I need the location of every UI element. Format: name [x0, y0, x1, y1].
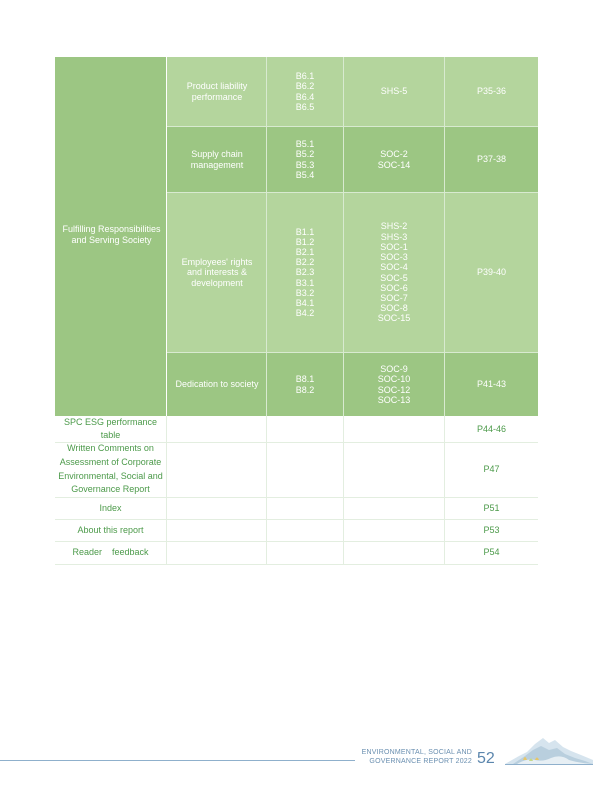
hkex-code: B8.1 — [295, 374, 315, 385]
gri-code: SOC-15 — [377, 313, 411, 324]
hkex-code: B2.2 — [295, 257, 315, 268]
gri-list — [378, 364, 411, 405]
hkex-code: B5.3 — [295, 159, 315, 170]
hkex-code: B1.1 — [295, 226, 315, 237]
gri-code: SOC-3 — [380, 252, 408, 263]
category-label: Fulfilling Responsibilities and Serving Society — [62, 224, 161, 245]
gri-code: SHS-2 — [380, 221, 408, 232]
gri-code: SOC-7 — [380, 292, 408, 303]
gri-code: SOC-4 — [380, 262, 408, 273]
page-cell: P35-36 — [476, 86, 507, 97]
extra-row-page: P44-46 — [476, 423, 507, 434]
row-divider — [167, 192, 538, 193]
footer-report-title-line2: GOVERNANCE REPORT 2022 — [369, 758, 472, 765]
hkex-code: B4.1 — [295, 298, 315, 308]
hkex-list — [296, 139, 315, 180]
hkex-code: B2.1 — [295, 246, 315, 257]
gri-list — [378, 149, 411, 169]
gri-code: SOC-10 — [377, 374, 411, 385]
hkex-code: B6.4 — [295, 91, 315, 102]
page-cell: P39-40 — [476, 267, 507, 278]
hkex-list — [296, 227, 315, 319]
hkex-code: B5.1 — [295, 139, 315, 150]
gri-code: SOC-1 — [380, 241, 408, 252]
gri-cell — [344, 193, 444, 352]
extra-row-label: SPC ESG performance table — [63, 416, 158, 440]
hkex-list — [296, 374, 315, 394]
hkex-code: B5.2 — [295, 149, 315, 160]
gri-code: SOC-9 — [380, 364, 408, 375]
page-cell: P37-38 — [476, 154, 507, 165]
row-divider — [167, 126, 538, 127]
hkex-cell — [267, 353, 343, 416]
hkex-code: B6.2 — [295, 81, 315, 92]
gri-cell — [344, 353, 444, 416]
col-divider — [343, 57, 344, 416]
footer-report-title-line1: ENVIRONMENTAL, SOCIAL AND — [361, 749, 472, 756]
extra-row-label: Reader feedback — [72, 547, 149, 558]
hkex-list — [296, 71, 315, 112]
gri-code: SHS-3 — [380, 231, 408, 242]
topic-cell: Employees' rights and interests & development — [181, 257, 253, 288]
hkex-code: B5.4 — [295, 169, 315, 180]
extra-row-label: About this report — [77, 524, 144, 535]
hkex-code: B3.1 — [295, 277, 315, 288]
footer-rule — [0, 760, 355, 761]
hkex-code: B6.1 — [295, 71, 315, 82]
gri-code: SOC-6 — [380, 282, 408, 293]
row-divider — [167, 352, 538, 353]
topic-cell: Supply chain management — [190, 149, 244, 170]
col-divider — [166, 57, 167, 416]
gri-code: SOC-2 — [380, 149, 408, 160]
col-divider — [266, 57, 267, 416]
gri-code: SOC-8 — [380, 303, 408, 314]
gri-list — [381, 86, 408, 96]
topic-cell: Dedication to society — [175, 379, 259, 390]
extra-row-page: P53 — [483, 524, 500, 535]
hkex-cell — [267, 127, 343, 192]
row-divider — [55, 564, 538, 565]
page-cell: P41-43 — [476, 379, 507, 390]
topic-cell: Product liability performance — [186, 81, 248, 102]
hkex-code: B6.5 — [295, 101, 315, 112]
hkex-cell — [267, 193, 343, 352]
gri-code: SHS-5 — [380, 86, 408, 97]
extra-row-page: P47 — [483, 464, 500, 475]
hkex-code: B1.2 — [295, 236, 315, 247]
gri-code: SOC-5 — [380, 272, 408, 283]
gri-code: SOC-13 — [377, 394, 411, 405]
col-divider — [444, 57, 445, 416]
gri-code: SOC-12 — [377, 384, 411, 395]
extra-row-label: Index — [99, 502, 122, 513]
hkex-code: B2.3 — [295, 267, 315, 278]
gri-list — [378, 221, 411, 323]
gri-code: SOC-14 — [377, 159, 411, 170]
hkex-cell — [267, 57, 343, 126]
hkex-code: B8.2 — [295, 384, 315, 395]
gri-cell — [344, 127, 444, 192]
mountain-logo-icon — [505, 734, 593, 766]
gri-cell — [344, 57, 444, 126]
page-number: 52 — [477, 750, 495, 767]
extra-row-page: P54 — [483, 547, 500, 558]
extra-row-label: Written Comments on Assessment of Corporate Environmental, Social and Governance Report — [58, 443, 163, 495]
hkex-code: B3.2 — [295, 287, 315, 298]
hkex-code: B4.2 — [295, 308, 315, 319]
extra-row-page: P51 — [483, 502, 500, 513]
